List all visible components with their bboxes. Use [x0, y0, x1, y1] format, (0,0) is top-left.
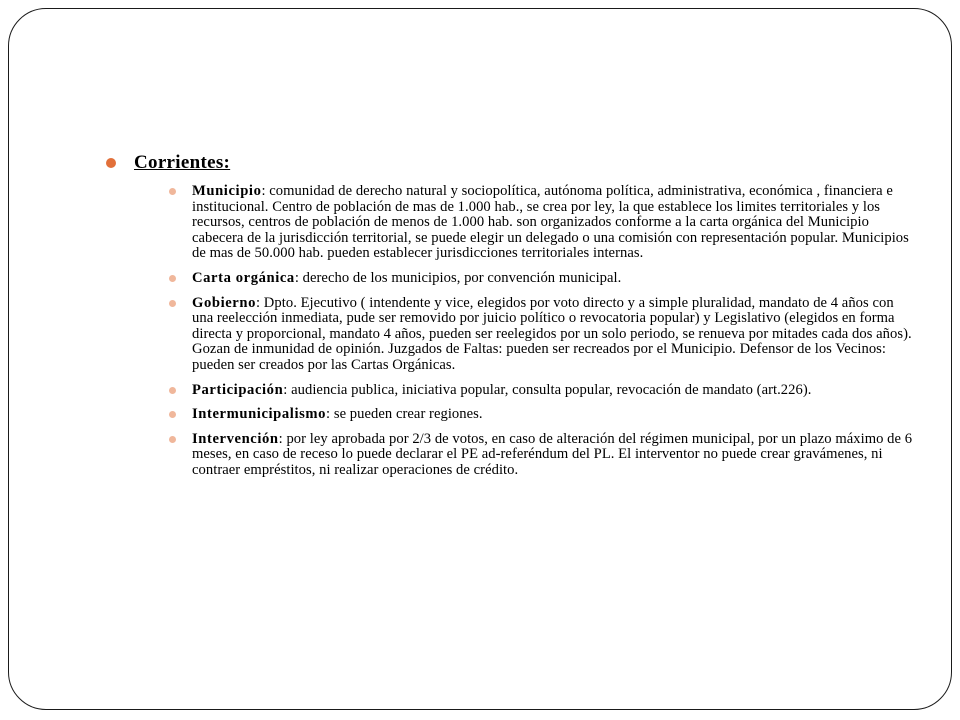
sub-bullet-icon	[169, 188, 176, 195]
sub-bullet-list	[104, 184, 914, 479]
item-term: Municipio	[192, 183, 262, 199]
sub-bullet-icon	[169, 387, 176, 394]
item-term: Carta orgánica	[192, 269, 295, 286]
list-item-participacion	[192, 383, 914, 399]
sub-bullet-icon	[169, 300, 176, 307]
item-text: : Dpto. Ejecutivo ( intendente y vice, elegidos por voto directo y a simple pluralidad, mandato de 4 años con una reelección inmediata, pude ser removido por juicio político o revocatoria popular) y Legislativo (elegidos en forma directa y proporcional, mandato 4 años, pueden ser reelegidos por un solo periodo, se renueva por mitades cada dos años). Gozan de inmunidad de opinión. Juzgados de Faltas: pueden ser recreados por el Municipio. Defensor de los Vecinos: pueden ser creados por las Cartas Orgánicas.	[192, 294, 912, 373]
item-term: Intervención	[192, 430, 279, 447]
list-item-intervencion	[192, 432, 914, 479]
list-item-intermunicipalismo	[192, 407, 914, 423]
item-term: Intermunicipalismo	[192, 406, 327, 423]
main-bullet-icon	[106, 158, 116, 168]
item-text: : comunidad de derecho natural y sociopolítica, autónoma política, administrativa, económica , financiera e institucional. Centro de población de mas de 1.000 hab., se crea por ley, la que establece los limites territoriales y los recursos, centros de población de menos de 1.000 hab. son organizados conforme a la carta orgánica del Municipio cabecera de la jurisdicción territorial, se puede elegir un delegado o una comisión con representación popular. Municipios de mas de 50.000 hab. pueden establecer jurisdicciones territoriales internas.	[192, 183, 909, 262]
item-term: Gobierno	[192, 294, 256, 311]
item-text: : audiencia publica, iniciativa popular, consulta popular, revocación de mandato (art.226).	[283, 381, 812, 398]
list-item-municipio	[192, 184, 914, 262]
list-item-gobierno	[192, 296, 914, 374]
item-text: : por ley aprobada por 2/3 de votos, en caso de alteración del régimen municipal, por un plazo máximo de 6 meses, en caso de receso lo puede declarar el PE ad-referéndum del PL. El interventor no puede crear gravámenes, ni contraer empréstitos, ni realizar operaciones de crédito.	[192, 430, 913, 478]
heading-title: Corrientes:	[134, 152, 231, 173]
sub-bullet-icon	[169, 436, 176, 443]
item-term: Participación	[192, 381, 284, 398]
heading-row	[104, 150, 914, 180]
slide-content	[104, 150, 914, 488]
sub-bullet-icon	[169, 411, 176, 418]
list-item-carta-organica	[192, 271, 914, 287]
item-text: : derecho de los municipios, por convención municipal.	[294, 269, 622, 286]
sub-bullet-icon	[169, 275, 176, 282]
item-text: : se pueden crear regiones.	[326, 406, 483, 423]
